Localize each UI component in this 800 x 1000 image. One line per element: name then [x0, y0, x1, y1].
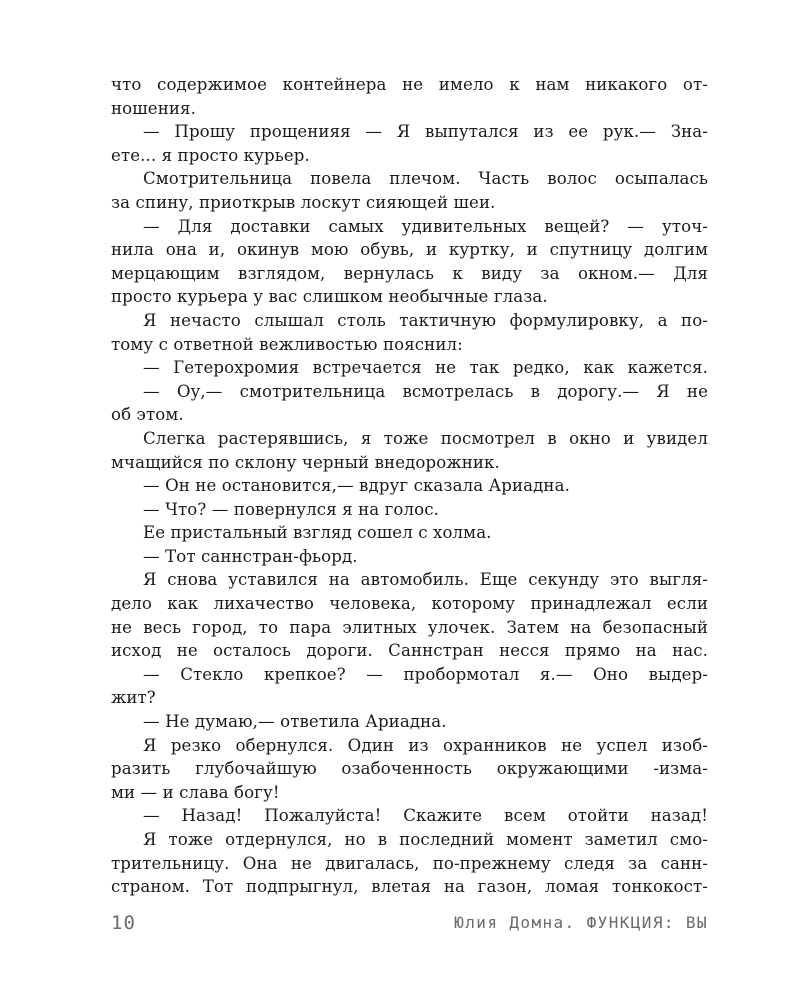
- text-line: мчащийся по склону черный внедорожник.: [111, 452, 500, 472]
- text-line: дело как лихачество человека, которому принадлежал если: [111, 594, 708, 614]
- text-line: Смотрительница повела плечом. Часть волос осыпалась: [143, 169, 708, 189]
- text-line: нила она и, окинув мою обувь, и куртку, и спутницу долгим: [111, 240, 708, 260]
- text-line: мерцающим взглядом, вернулась к виду за окном.— Для: [111, 263, 708, 283]
- text-line: исход не осталось дороги. Саннстран несся прямо на нас.: [111, 641, 708, 661]
- text-line: — Стекло крепкое? — пробормотал я.— Оно выдер-: [143, 664, 708, 684]
- text-line: Я резко обернулся. Один из охранников не успел изоб-: [143, 735, 708, 755]
- text-line: — Тот саннстран-фьорд.: [143, 546, 358, 566]
- text-line: Ее пристальный взгляд сошел с холма.: [143, 523, 492, 543]
- page-footer: [111, 912, 708, 936]
- text-line: Я нечасто слышал столь тактичную формулировку, а по-: [143, 310, 708, 330]
- page-number: 10: [111, 912, 136, 934]
- text-line: ми — и слава богу!: [111, 782, 280, 802]
- text-line: не весь город, то пара элитных улочек. Затем на безопасный: [111, 617, 708, 637]
- body-text: [111, 73, 708, 899]
- text-line: — Для доставки самых удивительных вещей? — уточ-: [143, 216, 708, 236]
- text-line: Я тоже отдернулся, но в последний момент заметил смо-: [143, 830, 708, 849]
- text-line: — Гетерохромия встречается не так редко, как кажется.: [143, 358, 708, 378]
- text-line: разить глубочайшую озабоченность окружающими -изма-: [111, 759, 708, 779]
- text-line: просто курьера у вас слишком необычные глаза.: [111, 287, 548, 307]
- text-line: об этом.: [111, 405, 184, 425]
- text-line: — Назад! Пожалуйста! Скажите всем отойти назад!: [143, 806, 708, 826]
- text-line: — Оу,— смотрительница всмотрелась в дорогу.— Я не: [143, 381, 708, 401]
- text-line: — Прошу прощенияя — Я выпутался из ее рук.— Зна-: [143, 122, 708, 142]
- text-line: что содержимое контейнера не имело к нам никакого от-: [111, 75, 708, 94]
- text-line: за спину, приоткрыв лоскут сияющей шеи.: [111, 192, 496, 212]
- text-line: — Он не остановится,— вдруг сказала Ариадна.: [143, 476, 570, 496]
- text-line: — Что? — повернулся я на голос.: [143, 499, 439, 519]
- running-title: Юлия Домна. ФУНКЦИЯ: ВЫ: [454, 913, 708, 932]
- text-line: Слегка растерявшись, я тоже посмотрел в окно и увидел: [143, 428, 708, 448]
- text-line: ете... я просто курьер.: [111, 145, 310, 165]
- text-line: жит?: [111, 688, 156, 708]
- text-line: — Не думаю,— ответила Ариадна.: [143, 712, 447, 732]
- text-line: страном. Тот подпрыгнул, влетая на газон, ломая тонкокост-: [111, 877, 708, 897]
- text-line: тому с ответной вежливостью пояснил:: [111, 334, 463, 354]
- text-line: трительницу. Она не двигалась, по-прежнему следя за санн-: [111, 853, 708, 873]
- text-line: Я снова уставился на автомобиль. Еще секунду это выгля-: [143, 570, 708, 590]
- text-line: ношения.: [111, 98, 196, 118]
